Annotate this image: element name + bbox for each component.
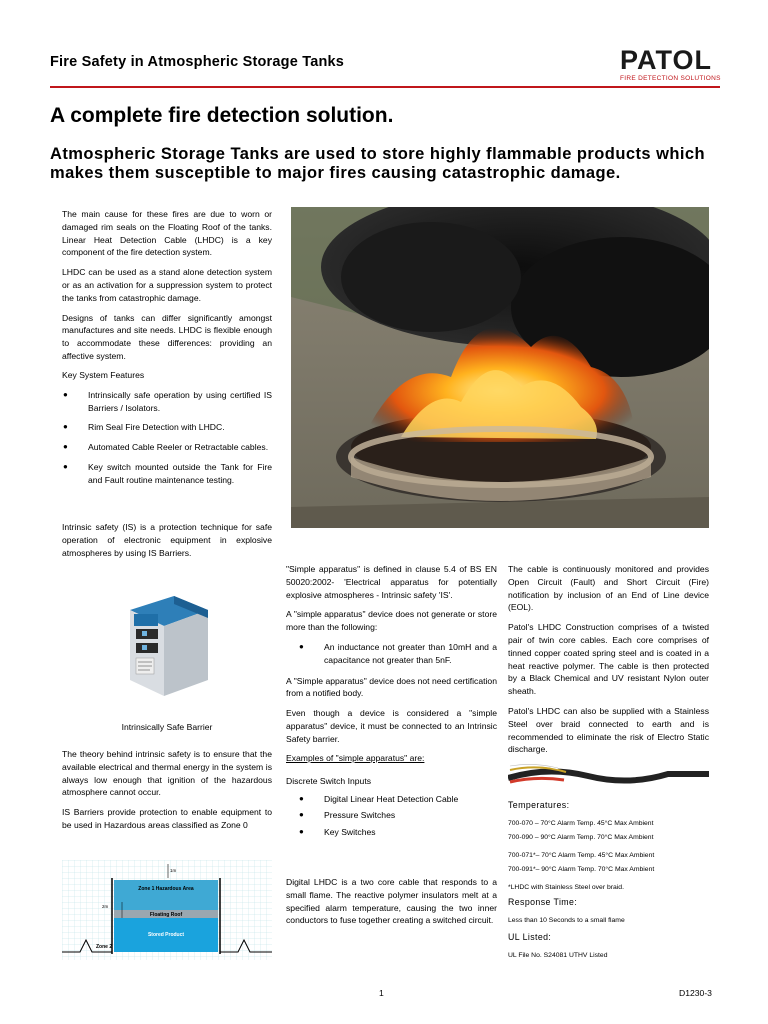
logo-word: PATOL bbox=[620, 45, 712, 75]
paragraph: Patol's LHDC can also be supplied with a Stainless Steel over braid connected to earth and is recommended to eliminate the risk of Electro Static discharge. bbox=[508, 705, 709, 755]
header-rule bbox=[50, 86, 720, 88]
paragraph: Even though a device is considered a "simple apparatus" device, it must be connected to an Intrinsic Safety barrier. bbox=[286, 708, 497, 744]
spec-line: 700-071*– 70°C Alarm Temp. 45°C Max Ambient bbox=[508, 852, 655, 860]
temperatures-heading: Temperatures: bbox=[508, 800, 570, 810]
list-item: ● Key switch mounted outside the Tank for Fire and Fault routine maintenance testing. bbox=[62, 461, 272, 487]
paragraph: The main cause for these fires are due to worn or damaged rim seals on the Floating Roof of the tanks. Linear Heat Detection Cable (LHDC) is a key component of the fire detection system. bbox=[62, 209, 272, 258]
floating-roof-label: Floating Roof bbox=[149, 912, 183, 918]
paragraph: The cable is continuously monitored and provides Open Circuit (Fault) and Short Circuit (Fire) notification by inclusion of an End of Line device (EOL). bbox=[508, 564, 709, 613]
zone2-label: Zone 2 bbox=[96, 944, 113, 950]
specs-block bbox=[508, 800, 713, 962]
headline: A complete fire detection solution. bbox=[50, 104, 394, 127]
zone1-label: Zone 1 Hazardous Area bbox=[138, 886, 194, 892]
paragraph: IS Barriers provide protection to enable equipment to be used in Hazardous areas classified as Zone 0 bbox=[62, 807, 272, 830]
ul-heading: UL Listed: bbox=[508, 931, 552, 942]
intro-text: Atmospheric Storage Tanks are used to store highly flammable products which makes them susceptible to major fires causing catastrophic damage. bbox=[50, 145, 706, 182]
spec-line: 700-091*– 90°C Alarm Temp. 70°C Max Ambient bbox=[508, 865, 655, 873]
header-title: Fire Safety in Atmospheric Storage Tanks bbox=[50, 54, 345, 70]
barrier-caption: Intrinsically Safe Barrier bbox=[121, 722, 213, 732]
features-list bbox=[62, 389, 272, 487]
logo-tagline: FIRE DETECTION SOLUTIONS bbox=[620, 75, 721, 82]
examples-link: Examples of "simple apparatus" are: bbox=[286, 752, 425, 763]
paragraph: LHDC can be used as a stand alone detection system or as an activation for a suppression system to protect the tanks from catastrophic damage. bbox=[62, 267, 272, 303]
column-one bbox=[62, 208, 272, 494]
list-item: ● Rim Seal Fire Detection with LHDC. bbox=[62, 421, 272, 434]
theory-block bbox=[62, 748, 272, 839]
column-two bbox=[286, 563, 497, 843]
is-barrier-image bbox=[112, 588, 222, 703]
paragraph: Digital LHDC is a two core cable that responds to a small flame. The reactive polymer insulators melt at a specified alarm temperature, causing the two inner conductors to fuse together creating a switched circuit. bbox=[286, 877, 497, 926]
response-text: Less than 10 Seconds to a small flame bbox=[508, 916, 625, 924]
list-item: ● Automated Cable Reeler or Retractable cables. bbox=[62, 441, 272, 454]
paragraph: "Simple apparatus" is defined in clause 5.4 of BS EN 50020:2002- 'Electrical apparatus for potentially explosive atmospheres - Intrinsic safety 'IS'. bbox=[286, 564, 497, 600]
patol-logo bbox=[620, 46, 720, 82]
paragraph: Patol's LHDC Construction comprises of a twisted pair of twin core cables. Each core comprises of tinned copper coated spring steel and is coated in a heat reactive polymer. The cable is then protected by a Black Chemical and UV resistant Nylon outer sheath. bbox=[508, 622, 709, 697]
paragraph: A "simple apparatus" device does not generate or store more than the following: bbox=[286, 609, 497, 633]
spec-line: 700-070 – 70°C Alarm Temp. 45°C Max Ambient bbox=[508, 820, 654, 827]
spec-line: 700-090 – 90°C Alarm Temp. 70°C Max Ambient bbox=[508, 833, 654, 841]
list-item: ● Pressure Switches bbox=[286, 809, 497, 822]
list-item: ● An inductance not greater than 10mH and a capacitance not greater than 5nF. bbox=[286, 641, 497, 667]
examples-list bbox=[286, 793, 497, 839]
zone-dim-top: 1m bbox=[170, 868, 177, 873]
paragraph: Designs of tanks can differ significantly amongst manufactures and site needs. LHDC is flexible enough to accommodate these differences: providing an affective system. bbox=[62, 312, 272, 361]
is-paragraph: Intrinsic safety (IS) is a protection technique for safe operation of electronic equipment in explosive atmospheres by using IS Barriers. bbox=[62, 522, 272, 558]
hazard-zone-diagram bbox=[62, 860, 272, 960]
features-heading: Key System Features bbox=[62, 369, 145, 380]
page-number: 1 bbox=[379, 988, 384, 998]
lhdc-cable-image bbox=[508, 760, 709, 792]
list-item: ● Intrinsically safe operation by using certified IS Barriers / Isolators. bbox=[62, 389, 272, 415]
document-id: D1230-3 bbox=[679, 988, 712, 998]
column-three bbox=[508, 563, 709, 763]
ul-text: UL File No. S24081 UTHV Listed bbox=[508, 951, 608, 959]
list-item: ● Digital Linear Heat Detection Cable bbox=[286, 793, 497, 806]
paragraph: A "Simple apparatus" device does not need certification from a notified body. bbox=[286, 675, 497, 699]
spec-note: *LHDC with Stainless Steel over braid. bbox=[508, 884, 624, 892]
response-heading: Response Time: bbox=[508, 896, 578, 907]
paragraph: The theory behind intrinsic safety is to ensure that the available electrical and thermal energy in the system is always low enough that ignition of the hazardous atmosphere cannot occur. bbox=[62, 749, 272, 798]
discrete-heading: Discrete Switch Inputs bbox=[286, 775, 372, 786]
zone-dim-left: 2m bbox=[102, 904, 109, 909]
limits-list bbox=[286, 641, 497, 667]
stored-product-label: Stored Product bbox=[147, 932, 185, 938]
list-item: ● Key Switches bbox=[286, 826, 497, 839]
tank-fire-photo bbox=[291, 207, 709, 528]
digital-lhdc-block bbox=[286, 876, 497, 934]
